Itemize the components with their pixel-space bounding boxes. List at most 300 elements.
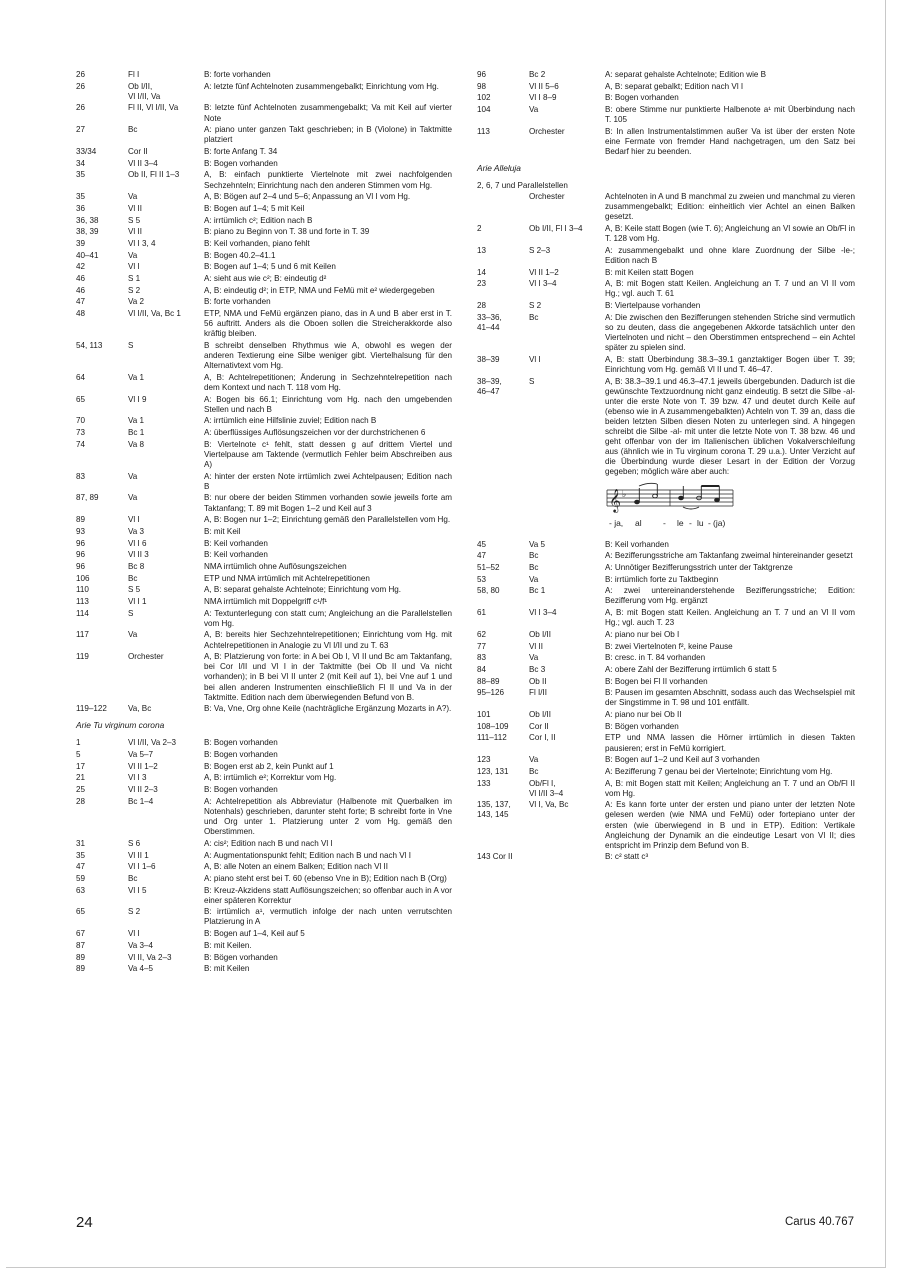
entry-remark: Achtelnoten in A und B manchmal zu zweien und manchmal zu vieren zusammengebalkt; Edition: einheitlich vier Achtel an einen Balken gesetzt. [605, 192, 855, 222]
entry-remark: A: Bezifferung 7 genau bei der Viertelnote; Einrichtung vom Hg. [605, 766, 833, 776]
entry-remark: B: forte vorhanden [204, 297, 271, 307]
entry-measure: 98 [477, 81, 487, 91]
entry-measure: 111–112 [477, 733, 507, 743]
entry-measure: 25 [76, 785, 86, 795]
entry-part: Bc [128, 573, 138, 583]
critical-note-entry [477, 630, 855, 640]
entry-remark: A: piano nur bei Ob I [605, 629, 680, 639]
entry-part: Cor II [529, 721, 549, 731]
critical-note-entry [477, 608, 855, 628]
lyric-syllable: le [677, 517, 684, 528]
critical-note-entry [76, 941, 452, 951]
critical-note-entry [76, 103, 452, 123]
entry-remark: B: forte Anfang T. 34 [204, 147, 278, 157]
entry-measure: 135, 137, 143, 145 [477, 800, 511, 820]
right-entries [477, 70, 855, 157]
entry-part: Va [529, 653, 539, 663]
entry-measure: 36 [76, 203, 86, 213]
critical-note-entry [76, 886, 452, 906]
entry-remark: B: c² statt c³ [605, 852, 649, 862]
critical-note-entry [76, 964, 452, 974]
entry-part: Vl I 5 [128, 885, 147, 895]
entry-measure: 64 [76, 372, 86, 382]
critical-note-entry [76, 82, 452, 102]
critical-note-entry [477, 224, 855, 244]
critical-note-entry [76, 953, 452, 963]
entry-measure: 117 [76, 630, 89, 640]
entry-part: S 2 [529, 301, 542, 311]
entry-part: Bc 1–4 [128, 796, 154, 806]
entry-remark: A: letzte fünf Achtelnoten zusammengebalkt; Einrichtung vom Hg. [204, 81, 439, 91]
critical-note-entry [477, 127, 855, 157]
entry-remark: B: Va, Vne, Org ohne Keile (nachträgliche Ergänzung Mozarts in A?). [204, 704, 452, 714]
entry-part: Vl I 3–4 [529, 279, 557, 289]
entry-measure: 47 [477, 551, 487, 561]
critical-note-entry [76, 239, 452, 249]
entry-part: Vl II [128, 203, 142, 213]
entry-remark: B: Bogen vorhanden [605, 93, 679, 103]
entry-part: Bc 8 [128, 561, 145, 571]
critical-note-entry [76, 527, 452, 537]
entry-remark: B: Bogen vorhanden [204, 158, 278, 168]
critical-note-entry [76, 216, 452, 226]
critical-note-entry [477, 268, 855, 278]
entry-part: Fl I [128, 70, 140, 79]
entry-part: S [529, 376, 535, 386]
entry-part: Bc 3 [529, 664, 546, 674]
music-example [605, 482, 855, 534]
critical-note-entry [477, 755, 855, 765]
critical-note-entry [76, 192, 452, 202]
critical-note-entry [76, 159, 452, 169]
entry-part: Vl II 1–2 [128, 761, 158, 771]
entry-measure: 73 [76, 428, 86, 438]
critical-note-entry [76, 395, 452, 415]
entry-measure: 65 [76, 394, 86, 404]
entry-part: S [128, 340, 134, 350]
entry-measure: 33/34 [76, 147, 97, 157]
page-number: 24 [76, 1214, 93, 1231]
entry-measure: 28 [76, 796, 86, 806]
critical-note-entry [76, 170, 452, 190]
entry-measure: 74 [76, 439, 86, 449]
critical-note-entry [76, 585, 452, 595]
entry-measure: 62 [477, 629, 487, 639]
entry-remark: A, B: eindeutig d²; in ETP, NMA und FeMü mit e² wiedergegeben [204, 285, 435, 295]
entry-measure: 35 [76, 170, 86, 180]
entry-measure: 17 [76, 761, 86, 771]
entry-part: Bc [128, 873, 138, 883]
entry-measure: 42 [76, 262, 86, 272]
entry-part: Vl I [128, 262, 140, 272]
critical-note-entry [76, 373, 452, 393]
entry-measure: 38–39, 46–47 [477, 376, 502, 396]
entry-remark: A: Die zwischen den Bezifferungen stehenden Striche sind vermutlich so zu deuten, dass die angegebenen Akkorde tatsächlich unter den Viertelnoten und nicht – den Oberstimmen entsprechend – ein Achtel später zu spielen sind. [605, 312, 855, 353]
entry-part: Cor II [128, 147, 148, 157]
entry-remark: B: Bögen vorhanden [204, 952, 278, 962]
critical-note-entry [76, 515, 452, 525]
left-column [76, 70, 452, 976]
entry-remark: A, B: separat gebalkt; Edition nach Vl I [605, 81, 744, 91]
entry-part: Bc [529, 562, 539, 572]
entry-part: Vl I 1 [128, 597, 147, 606]
entry-part: Va 3 [128, 526, 145, 536]
entry-measure: 101 [477, 710, 491, 720]
entry-remark: B: zwei Viertelnoten f², keine Pause [605, 641, 733, 651]
critical-note-entry [76, 738, 452, 748]
entry-part: Ob I/II [529, 629, 552, 639]
entry-remark: B: Keil vorhanden, piano fehlt [204, 238, 310, 248]
entry-part: Orchester [529, 126, 565, 136]
critical-note-entry [477, 722, 855, 732]
entry-part: S 1 [128, 274, 141, 283]
entry-measure: 54, 113 [76, 340, 103, 350]
entry-part: S 2 [128, 907, 141, 917]
critical-note-entry [477, 710, 855, 720]
critical-note-entry [76, 630, 452, 650]
critical-note-entry [76, 274, 452, 284]
entry-remark: A: sieht aus wie c²; B: eindeutig d² [204, 274, 327, 283]
entry-measure: 67 [76, 929, 86, 939]
entry-part: Ob I/II, Vl I/II, Va [128, 81, 161, 101]
entry-remark: B: mit Keilen [204, 964, 250, 974]
entry-remark: B: Kreuz-Akzidens statt Auflösungszeichen; so offenbar auch in A vor einer späteren Korrektur [204, 885, 452, 905]
entry-part: Vl I/II, Va 2–3 [128, 738, 176, 748]
entry-remark: A: separat gehalste Achtelnote; Edition wie B [605, 70, 767, 79]
critical-note-entry [477, 377, 855, 478]
entry-remark: A: hinter der ersten Note irrtümlich zwei Achtelpausen; Edition nach B [204, 471, 452, 491]
right-column [477, 70, 855, 864]
critical-note-entry [76, 652, 452, 702]
critical-note-entry [76, 750, 452, 760]
entry-measure: 110 [76, 585, 89, 595]
entry-measure: 114 [76, 608, 89, 618]
critical-note-entry [76, 70, 452, 80]
lyric-syllable: - ja, [609, 517, 624, 528]
critical-note-entry [477, 93, 855, 103]
entry-part: Vl I 9 [128, 394, 147, 404]
flat-sign-icon: ♭ [622, 489, 627, 500]
critical-note-entry [76, 562, 452, 572]
entry-measure: 63 [76, 885, 86, 895]
entry-remark: NMA irrtümlich ohne Auflösungszeichen [204, 561, 347, 571]
entry-remark: B: mit Keil [204, 526, 241, 536]
entry-remark: A, B: bereits hier Sechzehntelrepetitionen; Einrichtung vom Hg. mit Achtelrepetitionen in Analogie zu Vl I/II und zu T. 63 [204, 630, 452, 650]
entry-remark: B: Bogen auf 1–4; 5 und 6 mit Keilen [204, 262, 336, 272]
entry-remark: A: Augmentationspunkt fehlt; Edition nach B und nach Vl I [204, 850, 411, 860]
entry-measure: 14 [477, 267, 487, 277]
critical-note-entry [477, 82, 855, 92]
entry-remark: B: forte vorhanden [204, 70, 271, 79]
entry-remark: B: Pausen im gesamten Abschnitt, sodass auch das Wechselspiel mit der Singstimme in T. 98 und 101 entfällt. [605, 688, 855, 708]
lyric-syllable: (ja) [713, 517, 726, 528]
music-staff [605, 482, 735, 534]
entry-remark: A, B: Platzierung von forte: in A bei Ob I, Vl II und Bc am Taktanfang, bei Cor I/II und Vl I in der Taktmitte (bei Ob II und Va nicht vorhanden); in B bei Vl II unter 2 (mit Keil auf 1), bei Vne auf 1 und bei allen anderen Instrumenten einschließlich Fl II und Va in der Taktmitte. Edition nach dem überwiegenden Befund von B. [204, 652, 452, 702]
entry-remark: A: irrtümlich eine Hilfslinie zuviel; Edition nach B [204, 416, 377, 426]
critical-note-entry [477, 642, 855, 652]
critical-note-entry [477, 246, 855, 266]
entry-remark: A: piano nur bei Ob II [605, 710, 682, 720]
entry-measure: 13 [477, 245, 487, 255]
entry-part: S 5 [128, 215, 141, 225]
entry-measure: 45 [477, 539, 487, 549]
entry-measure: 40–41 [76, 250, 99, 260]
entry-remark: B: nur obere der beiden Stimmen vorhanden sowie jeweils forte am Taktanfang; T. 89 mit Bogen 1–2 und Keil auf 3 [204, 493, 452, 513]
entry-remark: A: Bogen bis 66.1; Einrichtung vom Hg. nach den umgebenden Stellen und nach B [204, 394, 452, 414]
entry-part [529, 852, 605, 862]
entry-remark: B: Keil vorhanden [204, 538, 268, 548]
critical-note-entry [477, 575, 855, 585]
right-entries-3 [477, 540, 855, 863]
entry-part: S 2 [128, 285, 141, 295]
critical-note-entry [76, 297, 452, 307]
critical-note-entry [477, 355, 855, 375]
critical-note-entry [76, 785, 452, 795]
entry-part: Va [128, 192, 138, 202]
entry-measure: 34 [76, 158, 86, 168]
entry-part: Va 5 [529, 539, 546, 549]
entry-remark: A, B: separat gehalste Achtelnote; Einrichtung vom Hg. [204, 585, 402, 595]
critical-note-entry [477, 779, 855, 799]
critical-note-entry [477, 852, 855, 862]
critical-note-entry [76, 609, 452, 629]
entry-remark: B: cresc. in T. 84 vorhanden [605, 653, 706, 663]
left-entries [76, 70, 452, 714]
entry-part: Va 1 [128, 372, 145, 382]
critical-note-entry [477, 733, 855, 753]
entry-part: Bc [529, 766, 539, 776]
entry-measure: 39 [76, 238, 86, 248]
entry-measure: 31 [76, 838, 86, 848]
entry-part: Bc [128, 125, 138, 135]
entry-measure: 113 [76, 597, 89, 606]
entry-part: S 6 [128, 838, 141, 848]
entry-part: Vl II 1 [128, 850, 149, 860]
entry-remark: B: irrtümlich a¹, vermutlich infolge der nach unten verrutschten Platzierung in A [204, 907, 452, 927]
entry-measure: 5 [76, 750, 81, 760]
entry-part: Vl I [128, 929, 140, 939]
lyric-syllable: al [635, 517, 642, 528]
entry-remark: A: obere Zahl der Bezifferung irrtümlich 6 statt 5 [605, 664, 777, 674]
entry-part: Vl I/II, Va, Bc 1 [128, 309, 181, 319]
entry-measure: 21 [76, 773, 86, 783]
critical-note-entry [477, 105, 855, 125]
entry-measure: 133 [477, 778, 491, 788]
entry-measure: 96 [76, 550, 86, 560]
treble-clef-icon: 𝄞 [609, 487, 621, 512]
entry-remark: A: piano unter ganzen Takt geschrieben; in B (Violone) in Taktmitte platziert [204, 125, 452, 145]
entry-part: Bc 1 [128, 428, 145, 438]
critical-note-entry [76, 907, 452, 927]
entry-remark: NMA irrtümlich mit Doppelgriff c¹/f¹ [204, 597, 328, 606]
section-heading-alleluja: Arie Alleluja [477, 163, 521, 174]
entry-measure: 123 [477, 755, 491, 765]
entry-part: Va [128, 493, 138, 503]
critical-note-entry [477, 563, 855, 573]
entry-part: Va 1 [128, 416, 145, 426]
entry-remark: A, B: Bögen auf 2–4 und 5–6; Anpassung an Vl I vom Hg. [204, 192, 411, 202]
entry-part: Orchester [529, 192, 565, 202]
entry-measure: 27 [76, 125, 86, 135]
entry-measure: 1 [76, 738, 81, 748]
entry-measure: 77 [477, 641, 487, 651]
entry-remark: B: Bogen 40.2–41.1 [204, 250, 276, 260]
entry-part: Bc 1 [529, 586, 546, 596]
critical-note-entry [76, 929, 452, 939]
critical-note-entry [76, 428, 452, 438]
entry-part: Bc 2 [529, 70, 546, 79]
entry-part: Vl I [529, 354, 541, 364]
entry-part: Va 8 [128, 439, 145, 449]
critical-note-entry [76, 862, 452, 872]
entry-remark: A: cis²; Edition nach B und nach Vl I [204, 838, 333, 848]
entry-measure: 46 [76, 274, 86, 283]
entry-measure: 95–126 [477, 688, 505, 698]
critical-note-entry [76, 493, 452, 513]
critical-note-entry [477, 540, 855, 550]
entry-measure: 38, 39 [76, 227, 99, 237]
entry-part: Va 4–5 [128, 964, 154, 974]
entry-remark: A, B: mit Bogen statt Keilen. Angleichung an T. 7 und an Vl II vom Hg.; vgl. auch T. 23 [605, 608, 855, 628]
entry-measure: 87, 89 [76, 493, 99, 503]
critical-note-entry [76, 204, 452, 214]
entry-part: Va 2 [128, 297, 145, 307]
entry-measure: 47 [76, 297, 86, 307]
entry-part: Ob II, Fl II 1–3 [128, 170, 180, 180]
critical-note-entry [76, 416, 452, 426]
entry-remark: B: irrtümlich forte zu Taktbeginn [605, 574, 719, 584]
entry-part: Va [529, 105, 539, 115]
critical-note-entry [76, 125, 452, 145]
entry-remark: A: irrtümlich c²; Edition nach B [204, 215, 313, 225]
entry-measure: 38–39 [477, 354, 500, 364]
entry-measure: 143 Cor II [477, 852, 513, 862]
critical-note-entry [76, 704, 452, 714]
entry-measure: 58, 80 [477, 586, 500, 596]
entry-measure: 35 [76, 850, 86, 860]
entry-remark: B: In allen Instrumentalstimmen außer Va ist über der ersten Note eine Fermate von fremder Hand nachgetragen, um den Satz bei Bedarf hier zu beenden. [605, 126, 855, 157]
entry-remark: A, B: Bogen nur 1–2; Einrichtung gemäß den Parallelstellen vom Hg. [204, 515, 451, 525]
entry-part: Cor I, II [529, 733, 556, 743]
critical-note-entry [76, 341, 452, 371]
critical-note-entry [477, 800, 855, 850]
entry-measure: 51–52 [477, 562, 500, 572]
entry-remark: A, B: irrtümlich e²; Korrektur vom Hg. [204, 773, 337, 783]
entry-measure: 26 [76, 103, 86, 113]
entry-part: Va 3–4 [128, 940, 154, 950]
critical-note-entry [76, 251, 452, 261]
entry-remark: ETP und NMA lassen die Hörner irrtümlich in diesen Takten pausieren; erst in FeMü korrigiert. [605, 733, 855, 753]
entry-measure: 23 [477, 279, 487, 289]
entry-part: Vl II 2–3 [128, 785, 158, 795]
critical-note-entry [76, 227, 452, 237]
critical-note-entry [477, 653, 855, 663]
entry-remark: B: Viertelpause vorhanden [605, 301, 701, 311]
entry-remark: A, B: mit Bogen statt Keilen. Angleichung an T. 7 und an Vl II vom Hg.; vgl. auch T. 61 [605, 279, 855, 299]
entry-part: Orchester [128, 652, 164, 662]
entry-measure: 47 [76, 862, 86, 872]
entry-measure: 88–89 [477, 676, 500, 686]
entry-remark: A, B: Keile statt Bogen (wie T. 6); Angleichung an Vl sowie an Ob/Fl in T. 128 vom Hg. [605, 224, 855, 244]
entry-measure: 35 [76, 192, 86, 202]
entry-measure: 96 [76, 561, 86, 571]
entry-remark: B: Bogen auf 1–4; 5 mit Keil [204, 203, 305, 213]
catalog-number: Carus 40.767 [784, 1216, 854, 1228]
entry-part: Ob I/II [529, 710, 552, 720]
entry-part: Fl II, Vl I/II, Va [128, 103, 179, 113]
entry-measure: 93 [76, 526, 86, 536]
entry-measure: 123, 131 [477, 766, 509, 776]
entry-remark: B: piano zu Beginn von T. 38 und forte in T. 39 [204, 227, 370, 237]
entry-remark: A: Bezifferungsstriche am Taktanfang zweimal hintereinander gesetzt [605, 551, 853, 561]
entry-remark: B: Bogen erst ab 2, kein Punkt auf 1 [204, 761, 334, 771]
entry-remark: A: Textunterlegung con statt cum; Angleichung an die Parallelstellen vom Hg. [204, 608, 452, 628]
section-heading-tu-virginum: Arie Tu virginum corona [76, 720, 165, 731]
critical-note-entry [76, 262, 452, 272]
critical-note-entry [76, 472, 452, 492]
entry-part: Vl I 3 [128, 773, 147, 783]
entry-measure: 2 [477, 224, 482, 234]
entry-measure: 36, 38 [76, 215, 99, 225]
entry-part: Ob II [529, 676, 547, 686]
critical-note-entry [76, 773, 452, 783]
entry-measure: 65 [76, 907, 86, 917]
critical-note-entry [76, 874, 452, 884]
critical-note-entry [76, 797, 452, 837]
entry-remark: B: Keil vorhanden [204, 550, 268, 560]
entry-part: Vl II [529, 641, 543, 651]
entry-part: Va [128, 471, 138, 481]
entry-measure: 119 [76, 652, 89, 662]
entry-part: Vl I, Va, Bc [529, 800, 569, 810]
entry-part: Vl I 3–4 [529, 608, 557, 618]
critical-note-entry [76, 839, 452, 849]
entry-measure: 89 [76, 515, 86, 525]
entry-remark: A: überflüssiges Auflösungszeichen vor der durchstrichenen 6 [204, 428, 426, 438]
entry-measure: 28 [477, 301, 487, 311]
entry-remark: B: Bogen vorhanden [204, 750, 278, 760]
entry-part: Va [529, 574, 539, 584]
entry-remark: A: zwei untereinanderstehende Bezifferungsstriche; Edition: Bezifferung vom Hg. ergänzt [605, 586, 855, 606]
critical-note-entry [76, 762, 452, 772]
critical-note-entry [76, 286, 452, 296]
critical-note-entry [477, 192, 855, 222]
entry-remark: A, B: 38.3–39.1 und 46.3–47.1 jeweils übergebunden. Dadurch ist die gewünschte Textzuordnung nicht ganz eindeutig. B setzt die Silbe -al- unter die erste Note von T. 39 bzw. 47 und deutet durch Keile auf (ebenso wie in A zusammengebalkten) Achteln von T. 39 an, dass die beiden letzten Silben diesen Noten zu unterlegen sind. A hingegen schreibt die Silbe -al- mit unter die letzte Note von T. 38 bzw. 46 und geht offenbar von der im Italienischen üblichen Vokalverschleifung aus (ähnlich wie in Tu virginum corona T. 29 u.a.). Unter Verzicht auf die Überbindung wurde dieser Lesart in der Edition der Vorzug gegeben; möglich wäre aber auch: [605, 376, 855, 477]
entry-measure: 106 [76, 573, 90, 583]
critical-note-entry [76, 550, 452, 560]
entry-remark: B: Bogen auf 1–2 und Keil auf 3 vorhanden [605, 755, 760, 765]
entry-remark: B: obere Stimme nur punktierte Halbenote a¹ mit Überbindung nach T. 105 [605, 105, 855, 125]
entry-part: Va [128, 630, 138, 640]
lyric-syllable: - [689, 517, 692, 528]
entry-measure: 70 [76, 416, 86, 426]
entry-part: S 5 [128, 585, 141, 595]
entry-part: Vl II [128, 227, 142, 237]
entry-remark: A: Es kann forte unter der ersten und piano unter der letzten Note gelesen werden (wie NMA und FeMü) oder fortepiano unter der ersten (wie überwiegend in B und in ETP). Edition: Vertikale Angleichung der Dynamik an die eindeutige Lesart von Vl II; dies entspricht im Prinzip dem Befund von B. [605, 800, 855, 850]
entry-measure: 26 [76, 81, 86, 91]
lyric-syllable: - [663, 517, 666, 528]
entry-part: S 2–3 [529, 245, 551, 255]
entry-remark: B: Bogen bei Fl II vorhanden [605, 676, 708, 686]
critical-note-entry [477, 279, 855, 299]
entry-part: Va [529, 755, 539, 765]
right-entries-2 [477, 192, 855, 477]
critical-note-entry [477, 688, 855, 708]
left-entries-2 [76, 738, 452, 974]
entry-remark: B: Bogen vorhanden [204, 785, 278, 795]
entry-remark: B schreibt denselben Rhythmus wie A, obwohl es wegen der anderen Textierung eine Silbe weniger gibt. Viertelhalsung für den Alternativtext vom Hg. [204, 340, 452, 371]
entry-part: Bc [529, 551, 539, 561]
